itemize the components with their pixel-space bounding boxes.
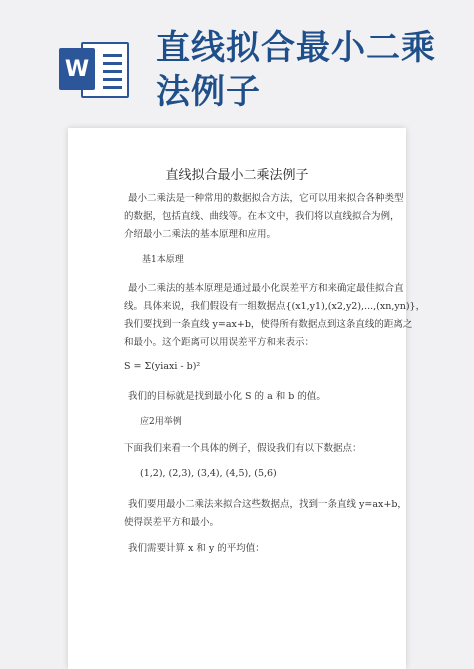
paragraph-line: 最小二乘法的基本原理是通过最小化误差平方和来确定最佳拟合直 (128, 283, 404, 294)
paragraph-line: 和最小。这个距离可以用误差平方和来表示： (124, 337, 315, 348)
word-letter-badge: W (59, 48, 95, 90)
section-heading: 应2用举例 (140, 417, 182, 427)
data-points-line: (1,2), (2,3), (3,4), (4,5), (5,6) (140, 468, 277, 479)
page-header (0, 0, 474, 120)
title-line-1: 直线拟合最小二乘 (156, 28, 436, 68)
paragraph-line: 下面我们来看一个具体的例子，假设我们有以下数据点： (124, 443, 362, 454)
paragraph-line: 最小二乘法是一种常用的数据拟合方法，它可以用来拟合各种类型 (128, 193, 404, 204)
document-heading: 直线拟合最小二乘法例子 (165, 168, 309, 183)
paragraph-line: 介绍最小二乘法的基本原理和应用。 (124, 229, 277, 240)
paragraph-line: 我们的目标就是找到最小化 S 的 a 和 b 的值。 (128, 391, 326, 402)
paragraph-line: 使得误差平方和最小。 (124, 517, 220, 528)
paragraph-line: 我们要用最小二乘法来拟合这些数据点，找到一条直线 y=ax+b， (128, 499, 407, 510)
document-page (68, 128, 426, 669)
paragraph-line: 我们要找到一条直线 y=ax+b，使得所有数据点到这条直线的距离之 (124, 319, 413, 330)
paragraph-line: 我们需要计算 x 和 y 的平均值： (128, 543, 265, 554)
section-heading: 基1本原理 (142, 255, 184, 265)
title-line-2: 法例子 (156, 72, 261, 112)
formula-line: S = Σ(yiaxi - b)² (124, 361, 201, 372)
paragraph-line: 线。具体来说，我们假设有一组数据点{(x1,y1),(x2,y2),...,(xn,yn)}， (124, 301, 426, 312)
word-document-icon (59, 34, 131, 104)
document-title (156, 26, 456, 114)
paragraph-line: 的数据，包括直线、曲线等。在本文中，我们将以直线拟合为例， (124, 211, 400, 222)
